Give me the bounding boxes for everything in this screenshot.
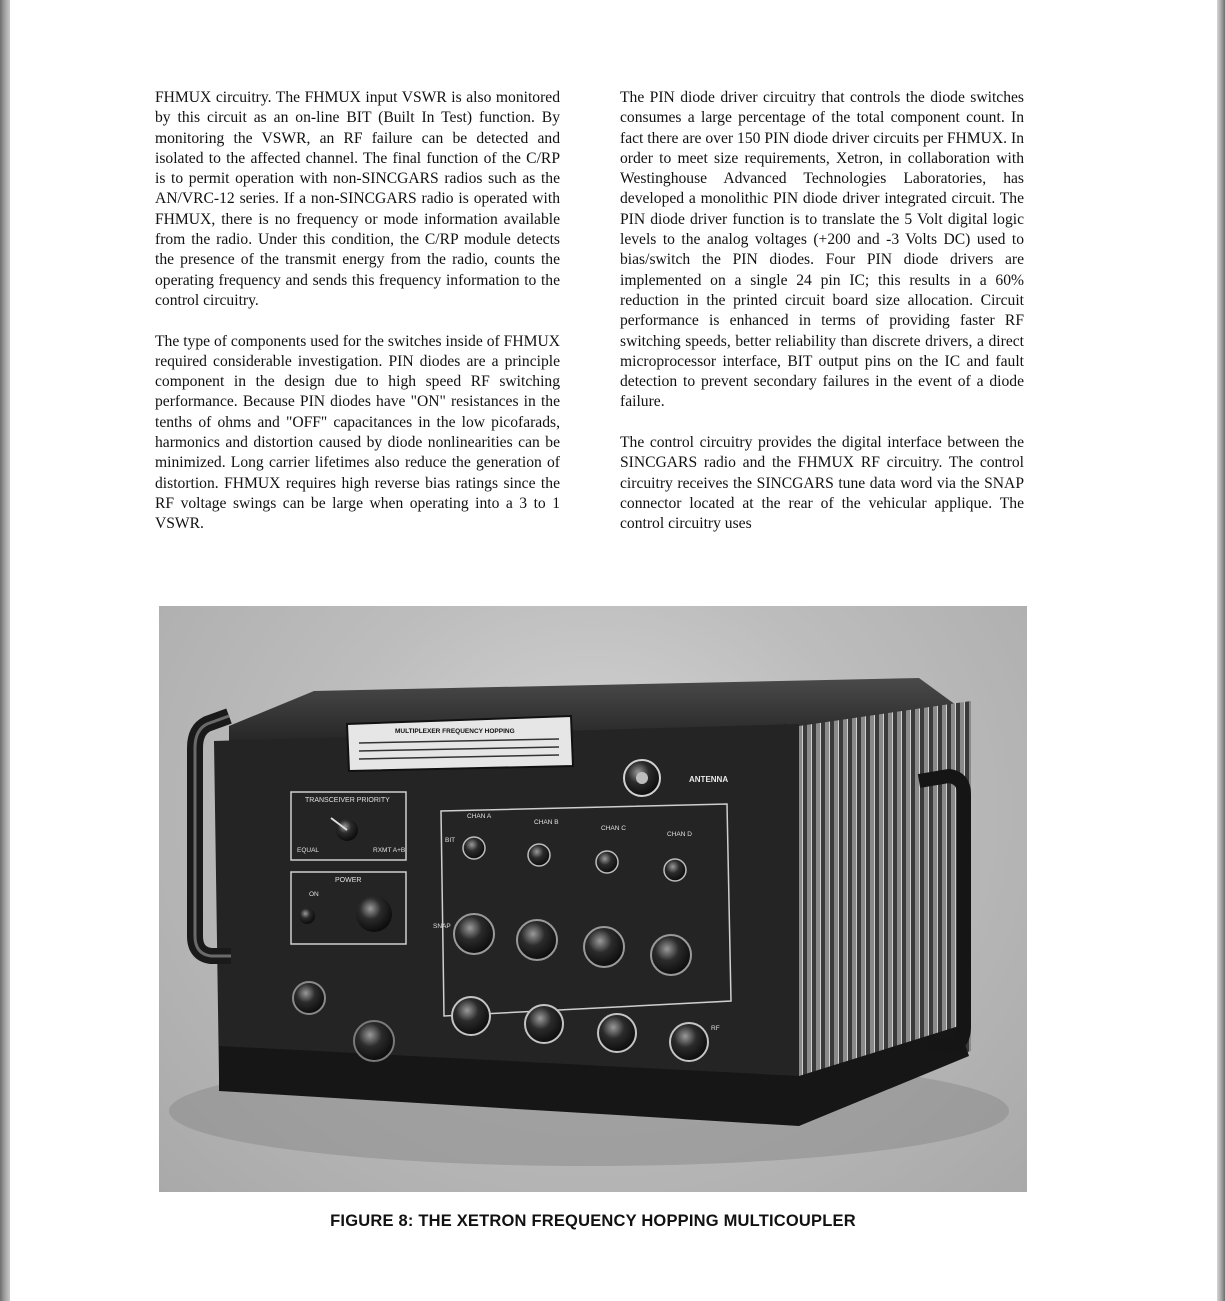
nameplate-title: MULTIPLEXER FREQUENCY HOPPING [395,728,515,735]
chan-d-label: CHAN D [667,831,692,838]
left-paragraph-1: FHMUX circuitry. The FHMUX input VSWR is also monitored by this circuit as an on-line BIT (Built In Test) function. By monitoring the VSWR, an RF failure can be detected and isolated to the affected channel. The final function of the C/RP is to permit operation with non-SINCGARS radios such as the AN/VRC-12 series. If a non-SINCGARS radio is operated with FHMUX, there is no frequency or mode information available from the radio. Under this condition, the C/RP module detects the presence of the transmit energy from the radio, counts the operating frequency and sends this frequency information to the control circuitry. [155,89,560,309]
power-label: POWER [335,877,362,884]
rxmt-label: RXMT A+B [373,847,406,854]
bit-indicator-d-icon [664,859,686,881]
left-text-column [155,88,560,555]
rf-connector-a-icon [452,997,490,1035]
right-paragraph-2: The control circuitry provides the digital interface between the SINCGARS radio and the FHMUX RF circuitry. The control circuitry receives the SINCGARS tune data word via the SNAP connector located at the rear of the vehicular applique. The control circuitry uses [620,434,1024,533]
snap-label: SNAP [433,923,451,930]
bit-label: BIT [445,837,456,844]
page-frame-left [0,0,10,1301]
left-paragraph-2: The type of components used for the switches inside of FHMUX required considerable investigation. PIN diodes are a principle component in the design due to high speed RF switching performance. Because PIN diodes have "ON" resistances in the tenths of ohms and "OFF" capacitances in the low picofarads, harmonics and distortion caused by diode nonlinearities can be minimized. Long carrier lifetimes also reduce the generation of distortion. FHMUX requires high reverse bias ratings since the RF voltage swings can be large when operating into a 3 to 1 VSWR. [155,332,560,533]
on-label: ON [309,891,319,898]
rf-label: RF [711,1025,720,1032]
rf-connector-b-icon [525,1005,563,1043]
lower-connector-icon [293,982,325,1014]
lower-power-connector-icon [354,1021,394,1061]
figure-photo-multicoupler [159,606,1027,1192]
bit-indicator-c-icon [596,851,618,873]
bit-indicator-a-icon [463,837,485,859]
figure-caption: FIGURE 8: THE XETRON FREQUENCY HOPPING MULTICOUPLER [330,1212,856,1230]
page-frame-right [1217,0,1225,1301]
snap-connector-d-icon [651,935,691,975]
bit-indicator-b-icon [528,844,550,866]
right-text-column [620,88,1024,555]
rf-connector-d-icon [670,1023,708,1061]
equal-label: EQUAL [297,847,320,854]
snap-connector-c-icon [584,927,624,967]
snap-connector-a-icon [454,914,494,954]
chan-b-label: CHAN B [534,819,559,826]
chan-a-label: CHAN A [467,813,492,820]
right-paragraph-1: The PIN diode driver circuitry that controls the diode switches consumes a large percentage of the total component count. In fact there are over 150 PIN diode driver circuits per FHMUX. In order to meet size requirements, Xetron, in collaboration with Westinghouse Advanced Technologies Laboratories, has developed a monolithic PIN diode driver integrated circuit. The PIN diode driver function is to translate the 5 Volt digital logic levels to the analog voltages (+200 and -3 Volts DC) used to bias/switch the PIN diodes. Four PIN diode drivers are implemented on a single 24 pin IC; this results in a 60% reduction in the printed circuit board size allocation. Circuit performance is enhanced in terms of providing faster RF switching speeds, better reliability than discrete drivers, a direct microprocessor interface, BIT output pins on the IC and fault detection to prevent secondary failures in the event of a diode failure. [620,89,1024,411]
rf-connector-c-icon [598,1014,636,1052]
nameplate-group [347,716,573,771]
priority-label: TRANSCEIVER PRIORITY [305,797,390,804]
power-knob-icon [356,896,392,932]
power-switch-icon [299,908,315,924]
antenna-label: ANTENNA [689,775,729,784]
chan-c-label: CHAN C [601,825,626,832]
snap-connector-b-icon [517,920,557,960]
